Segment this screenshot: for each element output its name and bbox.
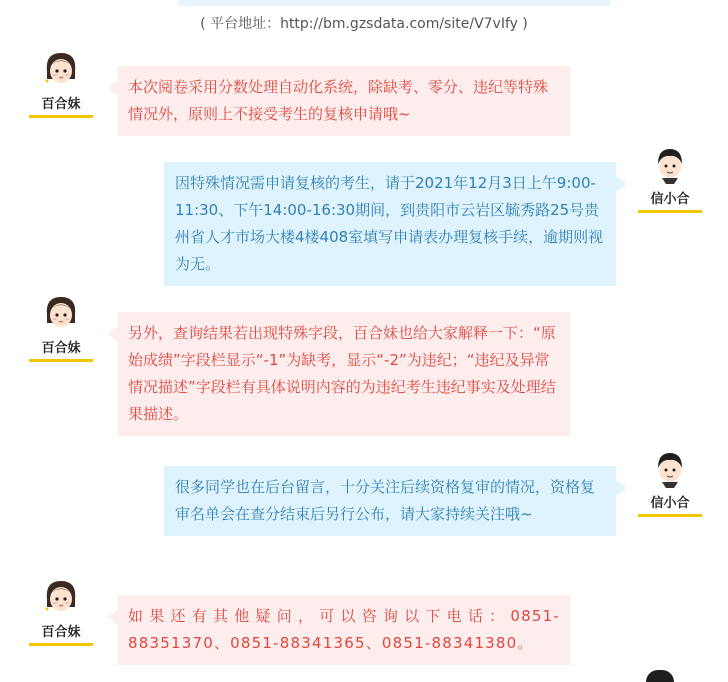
baihe-avatar-1 bbox=[29, 49, 93, 118]
baihe-avatar-2 bbox=[29, 293, 93, 362]
boy-avatar-icon bbox=[650, 144, 690, 184]
boy-avatar-icon bbox=[646, 670, 674, 682]
message-text-4: 很多同学也在后台留言，十分关注后续资格复审的情况，资格复审名单会在查分结束后另行公布，请大家持续关注哦~ bbox=[175, 478, 596, 523]
xin-name: 信小合 bbox=[650, 496, 690, 511]
girl-avatar-icon bbox=[41, 49, 81, 89]
name-underline bbox=[29, 359, 93, 362]
previous-bubble-edge bbox=[178, 0, 610, 6]
boy-avatar-icon bbox=[650, 448, 690, 488]
message-text-5: 如果还有其他疑问，可以咨询以下电话：0851-88351370、0851-88341365、0851-88341380。 bbox=[128, 607, 560, 652]
xin-avatar-1 bbox=[638, 144, 702, 213]
message-text-1: 本次阅卷采用分数处理自动化系统，除缺考、零分、违纪等特殊情况外，原则上不接受考生的复核申请哦~ bbox=[128, 78, 549, 123]
message-bubble-2 bbox=[164, 162, 616, 286]
baihe-avatar-3 bbox=[29, 577, 93, 646]
baihe-name: 百合妹 bbox=[41, 341, 81, 356]
message-text-3: 另外，查询结果若出现特殊字段，百合妹也给大家解释一下：“原始成绩”字段栏显示“-1”为缺考，显示“-2”为违纪；“违纪及异常情况描述”字段栏有具体说明内容的为违纪考生违纪事实及处理结果描述。 bbox=[128, 324, 556, 423]
xin-avatar-2 bbox=[638, 448, 702, 517]
xin-name: 信小合 bbox=[650, 192, 690, 207]
baihe-name: 百合妹 bbox=[41, 625, 81, 640]
name-underline bbox=[638, 514, 702, 517]
girl-avatar-icon bbox=[41, 577, 81, 617]
name-underline bbox=[638, 210, 702, 213]
name-underline bbox=[29, 115, 93, 118]
name-underline bbox=[29, 643, 93, 646]
message-text-2: 因特殊情况需申请复核的考生，请于2021年12月3日上午9:00-11:30、下午14:00-16:30期间，到贵阳市云岩区毓秀路25号贵州省人才市场大楼4楼408室填写申请表办理复核手续，逾期则视为无。 bbox=[175, 174, 604, 273]
message-bubble-3 bbox=[118, 312, 570, 436]
baihe-name: 百合妹 bbox=[41, 97, 81, 112]
message-bubble-1 bbox=[118, 66, 570, 136]
platform-address: ( 平台地址：http://bm.gzsdata.com/site/V7vIfy ) bbox=[200, 16, 528, 32]
message-bubble-4 bbox=[164, 466, 616, 536]
message-bubble-5 bbox=[118, 595, 570, 665]
girl-avatar-icon bbox=[41, 293, 81, 333]
